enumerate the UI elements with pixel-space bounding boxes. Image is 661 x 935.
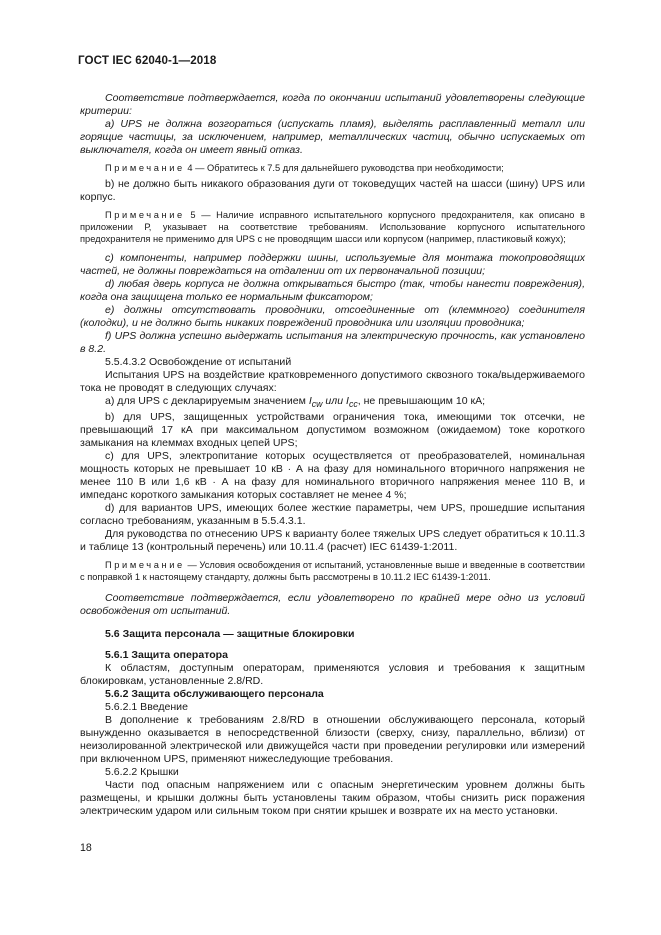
note-text: 5 — Наличие исправного испытательного корпусного предохранителя, как описано в приложении Р, указывает на соответствие требованиям. Использование корпусного испытательного предохранителя не применимо для UPS с не проводящим шасси или корпусом (например, пластиковый кожух); bbox=[80, 209, 585, 244]
icw-symbol: $I_{cw}$ bbox=[308, 394, 323, 409]
or-text: или bbox=[322, 394, 347, 407]
clause-5-6-2-2-title: 5.6.2.2 Крышки bbox=[105, 765, 179, 778]
criterion-c: c) компоненты, например поддержки шины, используемые для монтажа токопроводящих частей, не должны повреждаться на отдалении от их первоначальной позиции; bbox=[80, 251, 585, 277]
exemption-b: b) для UPS, защищенных устройствами ограничения тока, имеющими ток отсечки, не превышающий 17 кА при максимальном допустимом возможном (ожидаемом) токе короткого замыкания на клеммах входных цепей UPS; bbox=[80, 410, 585, 449]
section-5-6-heading: 5.6 Защита персонала — защитные блокировки bbox=[105, 627, 355, 640]
note-text: 4 — Обратитесь к 7.5 для дальнейшего руководства при необходимости; bbox=[184, 163, 504, 173]
note-text: — Условия освобождения от испытаний, установленные выше и введенные в соответствии с поправкой 1 к настоящему стандарту, должны быть рассмотрены в 10.11.2 IEC 61439-1:2011. bbox=[80, 559, 585, 582]
introduction-text: В дополнение к требованиям 2.8/RD в отношении обслуживающего персонала, который вынужденно оказывается в непосредственной близости (сверху, снизу, параллельно, вблизи) от неизолированной электрической или движущейся части при проведении регулировки или измерений при включенном UPS, применяют нижеследующие требования. bbox=[80, 713, 585, 765]
page-number: 18 bbox=[80, 842, 92, 854]
section-5-6-1-heading: 5.6.1 Защита оператора bbox=[105, 648, 228, 661]
standard-header: ГОСТ IEC 62040-1—2018 bbox=[78, 54, 217, 67]
exemption-intro: Испытания UPS на воздействие кратковременного допустимого сквозного тока/выдерживаемого тока не проводят в следующих случаях: bbox=[80, 368, 585, 394]
criterion-a: а) UPS не должна возгораться (испускать пламя), выделять расплавленный металл или горящие частицы, за исключением, например, металлических частиц, обычно испускаемых от выключателя, когда он имеет явный отказ. bbox=[80, 118, 585, 156]
exemption-a-tail: , не превышающим 10 кА; bbox=[357, 394, 486, 407]
exemption-a-text: a) для UPS с декларируемым значением bbox=[105, 394, 309, 407]
operator-protection-text: К областям, доступным операторам, применяются условия и требования к защитным блокировкам, установленные 2.8/RD. bbox=[80, 661, 585, 687]
exemption-d: d) для вариантов UPS, имеющих более жесткие параметры, чем UPS, прошедшие испытания согласно требованиям, указанным в 5.5.4.3.1. bbox=[80, 501, 585, 527]
icc-symbol: $I_{cc}$ bbox=[346, 394, 358, 409]
note-label: Примечание bbox=[105, 209, 185, 220]
clause-5-6-2-1-title: 5.6.2.1 Введение bbox=[105, 700, 188, 713]
compliance-exemption: Соответствие подтверждается, если удовлетворено по крайней мере одно из условий освобождения от испытаний. bbox=[80, 591, 585, 617]
note-5 bbox=[80, 210, 585, 246]
criterion-e: e) должны отсутствовать проводники, отсоединенные от (клеммного) соединителя (колодки), и не должно быть никаких повреждений проводника или изоляции проводника; bbox=[80, 303, 585, 329]
section-5-6-2-heading: 5.6.2 Защита обслуживающего персонала bbox=[105, 687, 324, 700]
note-label: Примечание bbox=[105, 559, 185, 570]
exemption-c: c) для UPS, электропитание которых осуществляется от преобразователей, номинальная мощность которых не превышает 10 кВ · А на фазу для номинального вторичного напряжения не менее 110 В или 1,6 кВ · А на фазу для номинального вторичного напряжения менее 110 В, и импеданс короткого замыкания которых составляет не менее 4 %; bbox=[80, 449, 585, 501]
criterion-f: f) UPS должна успешно выдержать испытания на электрическую прочность, как установлено в 8.2. bbox=[80, 329, 585, 355]
criterion-b: b) не должно быть никакого образования дуги от токоведущих частей на шасси (шину) UPS или корпус. bbox=[80, 177, 585, 203]
criterion-d: d) любая дверь корпуса не должна открываться быстро (так, чтобы нанести повреждения), когда она защищена только ее нормальным фиксатором; bbox=[80, 277, 585, 303]
note-4 bbox=[80, 163, 585, 175]
covers-text: Части под опасным напряжением или с опасным энергетическим уровнем должны быть размещены, и крышки должны быть установлены таким образом, чтобы снизить риск поражения электрическим ударом или сильным током при снятии крышек и возврате их на место установки. bbox=[80, 778, 585, 817]
page-content bbox=[80, 92, 585, 818]
compliance-statement: Соответствие подтверждается, когда по окончании испытаний удовлетворены следующие критерии: bbox=[80, 92, 585, 117]
clause-5-5-4-3-2-title: 5.5.4.3.2 Освобождение от испытаний bbox=[105, 355, 292, 368]
note-label: Примечание bbox=[105, 163, 185, 173]
note-exemption bbox=[80, 560, 585, 584]
guidance-paragraph: Для руководства по отнесению UPS к варианту более тяжелых UPS следует обратиться к 10.11.3 и таблице 13 (контрольный перечень) или 10.11.4 (расчет) IEC 61439-1:2011. bbox=[80, 527, 585, 553]
exemption-a bbox=[80, 395, 585, 411]
